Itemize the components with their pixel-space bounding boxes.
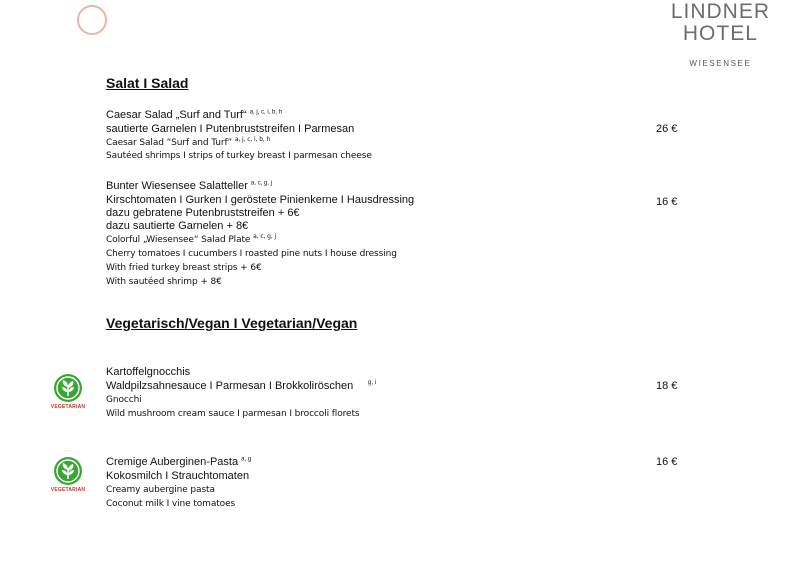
allergen-codes-en: a, j, c, i, b, h [234, 136, 271, 143]
menu-item-caesar-salad [106, 109, 372, 161]
item-desc-en: Wild mushroom cream sauce I parmesan I broccoli florets [106, 409, 360, 419]
item-name-en: Creamy aubergine pasta [106, 485, 215, 495]
item-name-de: Caesar Salad „Surf and Turf“ $^{a, j, c, i, b, h}$ [106, 109, 283, 121]
item-price: 18 € [656, 380, 678, 392]
brand-location: WIESENSEE [689, 59, 752, 68]
item-desc-de: sautierte Garnelen I Putenbruststreifen I Parmesan [106, 123, 355, 135]
item-name-de: Kartoffelgnocchis [106, 366, 191, 378]
vegetarian-label: VEGETARIAN [50, 487, 86, 493]
item-desc-de: Kokosmilch I Strauchtomaten [106, 470, 250, 482]
vegetarian-label: VEGETARIAN [50, 404, 86, 410]
allergen-codes: a, g [241, 456, 252, 463]
vegetarian-badge [45, 373, 91, 410]
item-price: 16 € [656, 196, 678, 208]
allergen-codes: a, c, g, j [250, 180, 272, 187]
allergen-codes-en: a, c, g, j [253, 233, 277, 240]
item-desc-de: Kirschtomaten I Gurken I geröstete Pinienkerne I Hausdressing [106, 194, 415, 206]
item-extra-de-2: dazu sautierte Garnelen + 8€ [106, 220, 249, 232]
item-extra-en-2: With sautéed shrimp + 8€ [106, 277, 222, 287]
item-desc-en: Sautéed shrimps I strips of turkey breast I parmesan cheese [106, 151, 372, 161]
allergen-codes: a, j, c, i, b, h [249, 109, 283, 116]
brand-line-1: LINDNER [670, 0, 770, 23]
item-extra-de-1: dazu gebratene Putenbruststreifen + 6€ [106, 207, 300, 219]
hotel-circle-logo [77, 5, 107, 35]
section-heading-salad: Salat I Salad [106, 75, 189, 91]
vegetarian-badge [45, 456, 91, 493]
item-name-de: Cremige Auberginen-Pasta $^{a, g}$ [106, 456, 252, 468]
item-name-de: Bunter Wiesensee Salatteller $^{a, c, g, j}$ [106, 180, 272, 192]
vegetarian-leaf-icon [53, 456, 83, 486]
item-name-en: Gnocchi [106, 395, 142, 405]
item-name-en: Caesar Salad “Surf and Turf” $^{a, j, c, i, b, h}$ [106, 136, 271, 148]
item-desc-en: Cherry tomatoes I cucumbers I roasted pine nuts I house dressing [106, 249, 397, 259]
item-desc-en: Coconut milk I vine tomatoes [106, 499, 236, 509]
section-heading-vegetarian: Vegetarisch/Vegan I Vegetarian/Vegan [106, 315, 358, 331]
allergen-codes: g, i [368, 380, 377, 386]
menu-item-gnocchi [106, 366, 359, 419]
item-desc-de: Waldpilzsahnesauce I Parmesan I Brokkoliröschen [106, 380, 354, 392]
item-extra-en-1: With fried turkey breast strips + 6€ [106, 263, 262, 273]
brand-line-2: HOTEL [682, 22, 758, 45]
item-name-en: Colorful „Wiesensee“ Salad Plate $^{a, c, g, j}$ [106, 233, 277, 245]
menu-item-wiesensee-salad [106, 180, 414, 287]
vegetarian-leaf-icon [53, 373, 83, 403]
hotel-brand-logo [671, 1, 770, 68]
item-price: 26 € [656, 123, 678, 135]
menu-item-aubergine-pasta [106, 456, 251, 509]
item-price: 16 € [656, 456, 678, 468]
